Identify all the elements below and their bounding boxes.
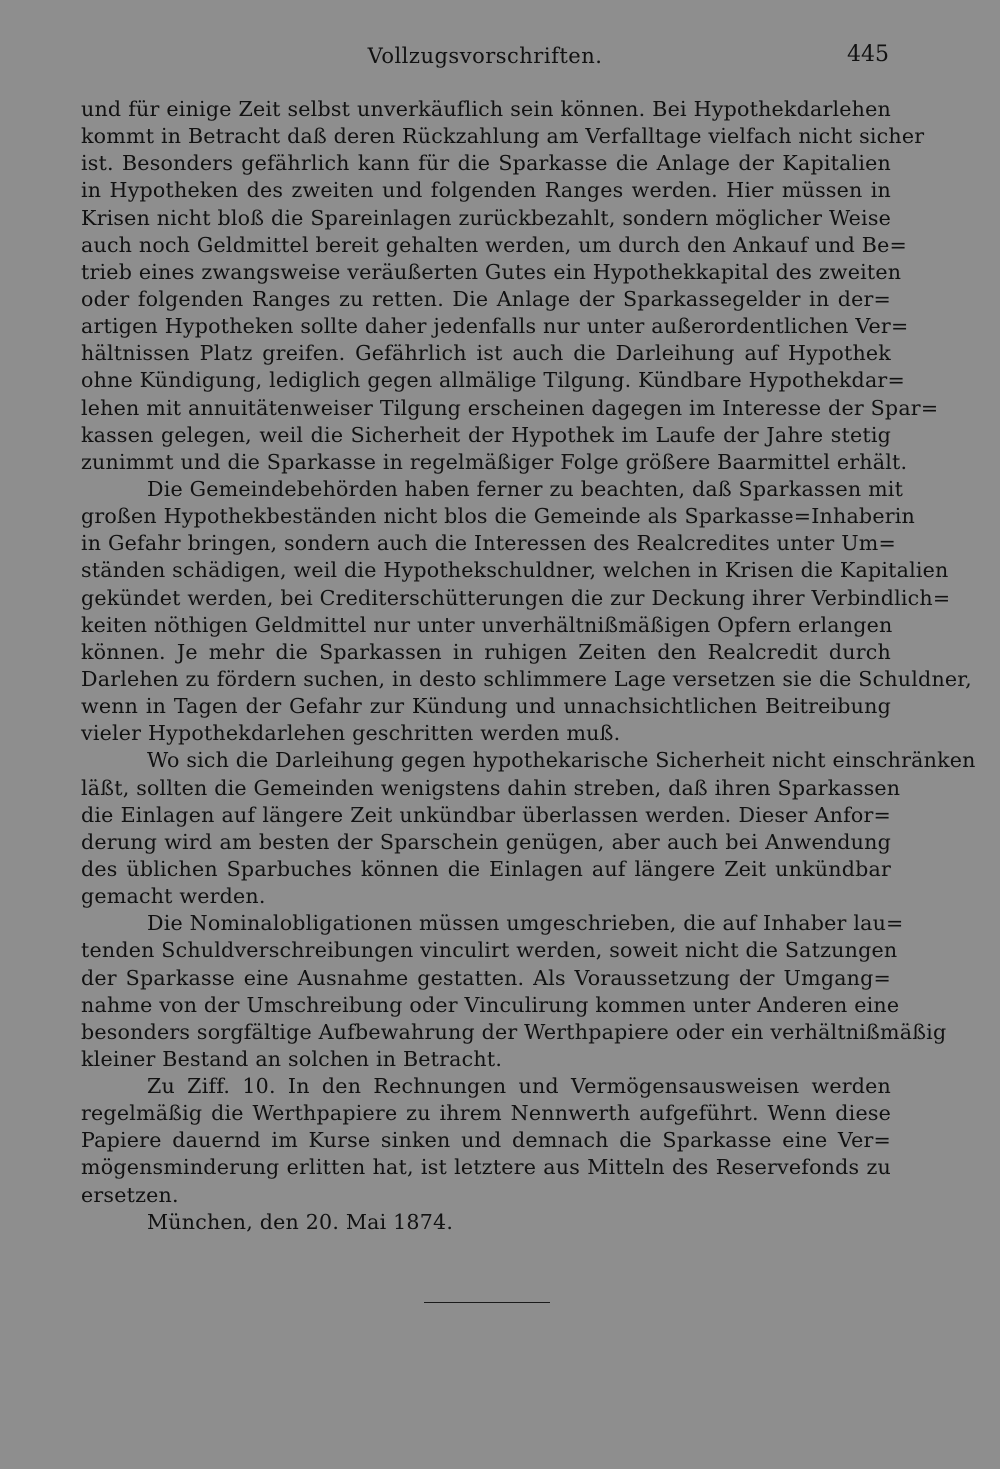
text-line: läßt, sollten die Gemeinden wenigstens dahin streben, daß ihren Sparkassen [81, 775, 901, 800]
body-text [81, 96, 976, 1236]
text-line: in Hypotheken des zweiten und folgenden Ranges werden. Hier müssen in [81, 178, 891, 203]
text-line: können. Je mehr die Sparkassen in ruhigen Zeiten den Realcredit durch [81, 639, 891, 664]
text-line: des üblichen Sparbuches können die Einlagen auf längere Zeit unkündbar [81, 856, 891, 881]
text-line: artigen Hypotheken sollte daher jedenfalls nur unter außerordentlichen Ver= [81, 314, 909, 339]
text-line: ohne Kündigung, lediglich gegen allmälige Tilgung. Kündbare Hypothekdar= [81, 368, 905, 393]
text-line: Wo sich die Darleihung gegen hypothekarische Sicherheit nicht einschränken [147, 748, 976, 773]
text-line: Die Nominalobligationen müssen umgeschrieben, die auf Inhaber lau= [147, 911, 904, 936]
text-line: trieb eines zwangsweise veräußerten Gutes ein Hypothekkapital des zweiten [81, 259, 902, 284]
text-line: Darlehen zu fördern suchen, in desto schlimmere Lage versetzen sie die Schuldner, [81, 666, 972, 691]
text-line: mögensminderung erlitten hat, ist letztere aus Mitteln des Reservefonds zu [81, 1155, 891, 1180]
page-header [81, 40, 889, 76]
text-line: oder folgenden Ranges zu retten. Die Anlage der Sparkassegelder in der= [81, 286, 891, 311]
text-line: vieler Hypothekdarlehen geschritten werden muß. [81, 721, 621, 746]
page-number: 445 [847, 42, 889, 67]
text-line: in Gefahr bringen, sondern auch die Interessen des Realcredites unter Um= [81, 531, 896, 556]
text-line: der Sparkasse eine Ausnahme gestatten. Als Voraussetzung der Umgang= [81, 965, 891, 990]
closing-rule [424, 1302, 550, 1303]
running-head: Vollzugsvorschriften. [367, 44, 603, 68]
text-line: Krisen nicht bloß die Spareinlagen zurückbezahlt, sondern möglicher Weise [81, 205, 891, 230]
text-line: keiten nöthigen Geldmittel nur unter unverhältnißmäßigen Opfern erlangen [81, 612, 893, 637]
text-line: regelmäßig die Werthpapiere zu ihrem Nennwerth aufgeführt. Wenn diese [81, 1101, 891, 1126]
text-line: ist. Besonders gefährlich kann für die Sparkasse die Anlage der Kapitalien [81, 151, 891, 176]
text-line: großen Hypothekbeständen nicht blos die Gemeinde als Sparkasse=Inhaberin [81, 504, 915, 529]
signature-date-line: München, den 20. Mai 1874. [147, 1209, 454, 1234]
text-line: besonders sorgfältige Aufbewahrung der Werthpapiere oder ein verhältnißmäßig [81, 1019, 947, 1044]
text-line: kleiner Bestand an solchen in Betracht. [81, 1046, 503, 1071]
text-line: ständen schädigen, weil die Hypothekschuldner, welchen in Krisen die Kapitalien [81, 558, 949, 583]
text-line: tenden Schuldverschreibungen vinculirt werden, soweit nicht die Satzungen [81, 938, 898, 963]
text-line: ersetzen. [81, 1182, 179, 1207]
text-line: auch noch Geldmittel bereit gehalten werden, um durch den Ankauf und Be= [81, 232, 907, 257]
text-line: gemacht werden. [81, 884, 266, 909]
text-line: die Einlagen auf längere Zeit unkündbar überlassen werden. Dieser Anfor= [81, 802, 891, 827]
text-line: Die Gemeindebehörden haben ferner zu beachten, daß Sparkassen mit [147, 476, 904, 501]
text-line: kassen gelegen, weil die Sicherheit der Hypothek im Laufe der Jahre stetig [81, 422, 891, 447]
text-line: hältnissen Platz greifen. Gefährlich ist auch die Darleihung auf Hypothek [81, 341, 891, 366]
text-line: Papiere dauernd im Kurse sinken und demnach die Sparkasse eine Ver= [81, 1128, 891, 1153]
text-line: und für einige Zeit selbst unverkäuflich sein können. Bei Hypothekdarlehen [81, 97, 891, 121]
text-line: nahme von der Umschreibung oder Vinculirung kommen unter Anderen eine [81, 992, 900, 1017]
text-line: Zu Ziff. 10. In den Rechnungen und Vermögensausweisen werden [147, 1074, 891, 1099]
text-line: lehen mit annuitätenweiser Tilgung erscheinen dagegen im Interesse der Spar= [81, 395, 939, 420]
text-line: derung wird am besten der Sparschein genügen, aber auch bei Anwendung [81, 829, 891, 854]
text-line: kommt in Betracht daß deren Rückzahlung am Verfalltage vielfach nicht sicher [81, 124, 925, 149]
text-line: wenn in Tagen der Gefahr zur Kündung und unnachsichtlichen Beitreibung [81, 694, 891, 719]
text-line: zunimmt und die Sparkasse in regelmäßiger Folge größere Baarmittel erhält. [81, 449, 908, 474]
text-line: gekündet werden, bei Crediterschütterungen die zur Deckung ihrer Verbindlich= [81, 585, 951, 610]
